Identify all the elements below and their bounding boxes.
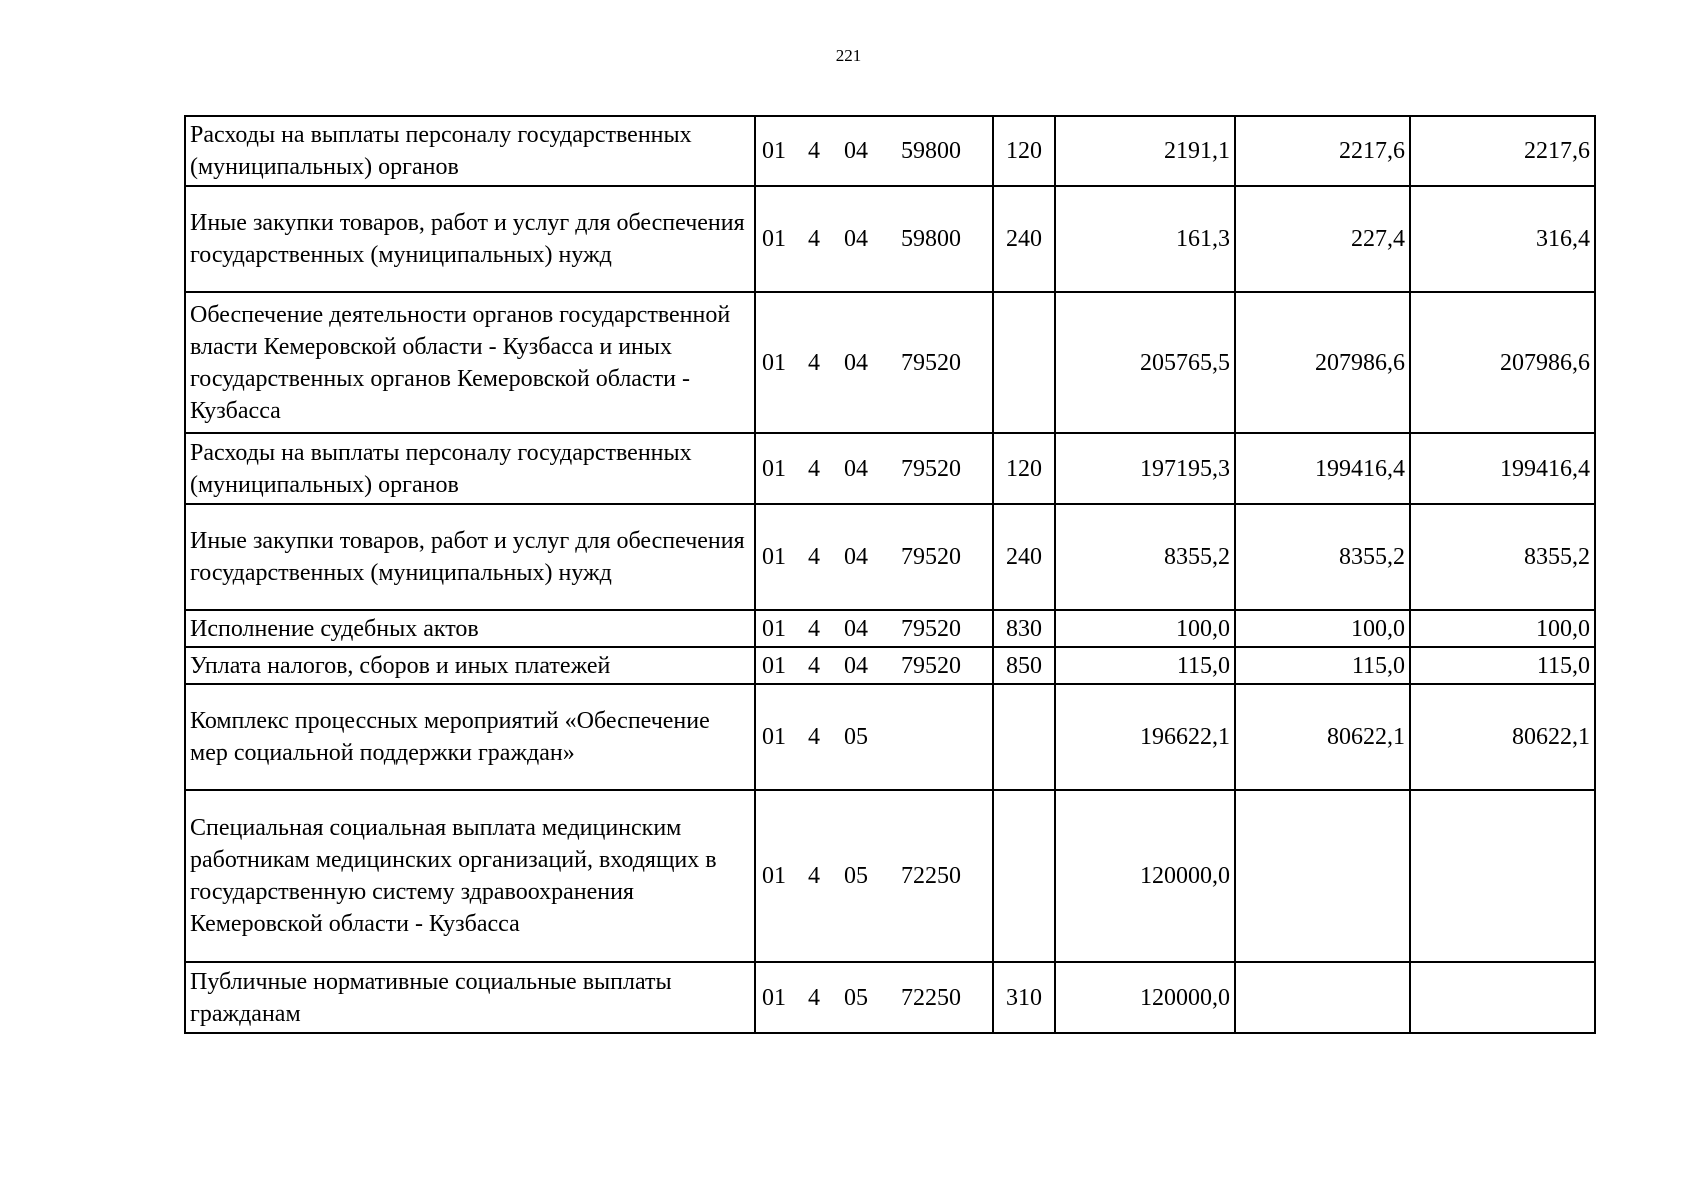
table-row: [185, 433, 1595, 504]
row-name: Специальная социальная выплата медицинским работникам медицинских организаций, входящих в государственную систему здравоохранения Кемеровской области - Кузбасса: [185, 790, 755, 962]
code-activity: 05: [844, 984, 868, 1011]
row-amount-1: 120000,0: [1055, 790, 1235, 962]
row-name: Расходы на выплаты персоналу государственных (муниципальных) органов: [185, 433, 755, 504]
code-direction: 59800: [901, 226, 961, 252]
row-amount-3: [1410, 790, 1595, 962]
row-amount-2: 207986,6: [1235, 292, 1410, 433]
row-amount-3: 100,0: [1410, 610, 1595, 647]
row-amount-3: 207986,6: [1410, 292, 1595, 433]
row-code: [755, 292, 993, 433]
row-amount-2: 80622,1: [1235, 684, 1410, 790]
code-program: 01: [762, 544, 786, 570]
row-expense-type: 120: [993, 116, 1055, 186]
code-direction: 72250: [901, 984, 961, 1011]
code-activity: 05: [844, 863, 868, 889]
row-amount-2: [1235, 790, 1410, 962]
table-row: [185, 504, 1595, 610]
code-program: 01: [762, 349, 786, 376]
code-activity: 04: [844, 455, 868, 482]
row-expense-type: 240: [993, 186, 1055, 292]
code-program: 01: [762, 984, 786, 1011]
row-code: [755, 610, 993, 647]
row-name: Расходы на выплаты персоналу государственных (муниципальных) органов: [185, 116, 755, 186]
row-amount-2: 100,0: [1235, 610, 1410, 647]
row-amount-1: 161,3: [1055, 186, 1235, 292]
row-amount-2: 227,4: [1235, 186, 1410, 292]
row-name: Иные закупки товаров, работ и услуг для обеспечения государственных (муниципальных) нужд: [185, 186, 755, 292]
row-expense-type: [993, 684, 1055, 790]
row-amount-1: 115,0: [1055, 647, 1235, 684]
code-activity: 04: [844, 544, 868, 570]
row-name: Комплекс процессных мероприятий «Обеспечение мер социальной поддержки граждан»: [185, 684, 755, 790]
row-amount-3: 316,4: [1410, 186, 1595, 292]
code-activity: 04: [844, 615, 868, 642]
row-amount-1: 2191,1: [1055, 116, 1235, 186]
row-code: [755, 684, 993, 790]
budget-table: [184, 115, 1596, 1034]
table-row: [185, 610, 1595, 647]
row-amount-1: 120000,0: [1055, 962, 1235, 1033]
code-activity: 04: [844, 138, 868, 164]
table-row: [185, 684, 1595, 790]
row-code: [755, 504, 993, 610]
code-program: 01: [762, 138, 786, 164]
code-program: 01: [762, 863, 786, 889]
code-subprogram: 4: [808, 863, 820, 889]
row-code: [755, 433, 993, 504]
code-subprogram: 4: [808, 615, 820, 642]
code-program: 01: [762, 615, 786, 642]
row-code: [755, 186, 993, 292]
row-code: [755, 647, 993, 684]
row-expense-type: [993, 292, 1055, 433]
code-program: 01: [762, 724, 786, 750]
row-amount-2: 2217,6: [1235, 116, 1410, 186]
code-activity: 04: [844, 226, 868, 252]
row-name: Обеспечение деятельности органов государственной власти Кемеровской области - Кузбасса и иных государственных органов Кемеровской области - Кузбасса: [185, 292, 755, 433]
row-expense-type: 310: [993, 962, 1055, 1033]
row-amount-2: 115,0: [1235, 647, 1410, 684]
row-amount-1: 197195,3: [1055, 433, 1235, 504]
row-amount-1: 205765,5: [1055, 292, 1235, 433]
code-subprogram: 4: [808, 652, 820, 679]
row-amount-2: 199416,4: [1235, 433, 1410, 504]
code-subprogram: 4: [808, 138, 820, 164]
code-direction: 79520: [901, 652, 961, 679]
table-row: [185, 186, 1595, 292]
code-subprogram: 4: [808, 349, 820, 376]
code-activity: 04: [844, 349, 868, 376]
row-expense-type: 850: [993, 647, 1055, 684]
row-expense-type: [993, 790, 1055, 962]
row-amount-1: 8355,2: [1055, 504, 1235, 610]
row-amount-3: 199416,4: [1410, 433, 1595, 504]
table-row: [185, 116, 1595, 186]
row-amount-1: 196622,1: [1055, 684, 1235, 790]
code-direction: 79520: [901, 455, 961, 482]
code-subprogram: 4: [808, 724, 820, 750]
row-name: Уплата налогов, сборов и иных платежей: [185, 647, 755, 684]
row-name: Исполнение судебных актов: [185, 610, 755, 647]
code-direction: 79520: [901, 349, 961, 376]
row-amount-2: 8355,2: [1235, 504, 1410, 610]
page-number: 221: [835, 46, 862, 65]
row-name: Публичные нормативные социальные выплаты гражданам: [185, 962, 755, 1033]
row-expense-type: 120: [993, 433, 1055, 504]
row-amount-3: 80622,1: [1410, 684, 1595, 790]
code-direction: 59800: [901, 138, 961, 164]
row-amount-3: 115,0: [1410, 647, 1595, 684]
budget-table-body: [185, 116, 1595, 1033]
row-name: Иные закупки товаров, работ и услуг для обеспечения государственных (муниципальных) нужд: [185, 504, 755, 610]
code-program: 01: [762, 226, 786, 252]
row-amount-3: 8355,2: [1410, 504, 1595, 610]
row-amount-2: [1235, 962, 1410, 1033]
code-subprogram: 4: [808, 984, 820, 1011]
code-activity: 04: [844, 652, 868, 679]
code-program: 01: [762, 652, 786, 679]
table-row: [185, 292, 1595, 433]
table-row: [185, 790, 1595, 962]
row-code: [755, 790, 993, 962]
code-direction: 72250: [901, 863, 961, 889]
code-subprogram: 4: [808, 544, 820, 570]
code-program: 01: [762, 455, 786, 482]
table-row: [185, 962, 1595, 1033]
code-subprogram: 4: [808, 226, 820, 252]
row-amount-3: 2217,6: [1410, 116, 1595, 186]
row-amount-3: [1410, 962, 1595, 1033]
table-row: [185, 647, 1595, 684]
row-amount-1: 100,0: [1055, 610, 1235, 647]
code-direction: 79520: [901, 615, 961, 642]
code-subprogram: 4: [808, 455, 820, 482]
row-code: [755, 116, 993, 186]
row-code: [755, 962, 993, 1033]
row-expense-type: 240: [993, 504, 1055, 610]
code-activity: 05: [844, 724, 868, 750]
row-expense-type: 830: [993, 610, 1055, 647]
code-direction: 79520: [901, 544, 961, 570]
